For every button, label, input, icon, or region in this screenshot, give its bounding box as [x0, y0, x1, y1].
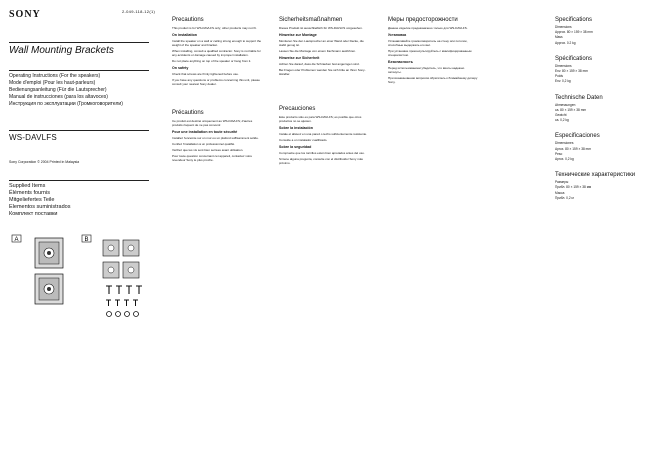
paragraph: Consulte a un instalador cualificado.: [279, 138, 328, 142]
language-es: Manual de instrucciones (para los altavoces): [9, 94, 108, 100]
supplied-items-fr: Éléments fournis: [9, 190, 50, 196]
paragraph: Dieses Produkt ist ausschließlich für WS-DAVLFS vorgesehen.: [279, 26, 363, 30]
supplied-items-heading: [9, 183, 149, 218]
spec-line: Прибл. 0,2 кг: [555, 195, 575, 200]
paragraph: Este producto sólo es para WS-DAVLFS; es posible que otros productos no se ajusten.: [279, 115, 362, 123]
screws-row-2: [106, 300, 138, 306]
bracket-bottom: [35, 274, 63, 304]
spec-line: Peso: [555, 151, 563, 156]
spec-title: Технические характеристики: [555, 172, 636, 179]
screws-row-1: [106, 286, 142, 294]
divider: [9, 42, 149, 43]
subheading: On safety: [172, 66, 189, 70]
copyright-notice: Sony Corporation © 2004 Printed in Malaysia: [9, 160, 80, 164]
supplied-items-illustration: [9, 232, 149, 337]
subheading: Sobre la seguridad: [279, 145, 312, 149]
paragraph: Check that screws are firmly tightened before use.: [172, 72, 239, 76]
paragraph: Перед использованием убедитесь, что винты надежно затянуты.: [388, 66, 465, 74]
spec-line: Approx. 80 × 159 × 38 mm: [555, 30, 593, 35]
spec-title: Specifications: [555, 17, 593, 23]
spec-line: Aprox. 0,2 kg: [555, 157, 574, 162]
language-fr: Mode d'emploi (Pour les haut-parleurs): [9, 80, 96, 86]
label-b: B: [84, 236, 89, 243]
divider: [9, 180, 149, 181]
paragraph: Данное изделие предназначено только для WS-DAVLFS.: [388, 26, 468, 30]
language-list: [9, 73, 149, 108]
divider: [9, 130, 149, 131]
spec-line: Poids: [555, 74, 563, 79]
spec-block-fr: [555, 56, 653, 84]
spec-line: Размеры: [555, 180, 569, 185]
spec-line: Dimensions: [555, 63, 572, 68]
paragraph: Install the speaker on a wall or ceiling strong enough to support the weight of the speaker and bracket.: [172, 39, 262, 47]
spec-block-ru: [555, 172, 653, 200]
paragraph: Lassen Sie die Montage von einem Fachmann ausführen.: [279, 49, 356, 53]
spec-line: Env. 80 × 159 × 38 mm: [555, 69, 588, 74]
plate-4: [123, 262, 139, 278]
paragraph: When installing, consult a qualified contractor. Sony is not liable for any accidents or damage caused by improper installation.: [172, 49, 261, 57]
bracket-top: [35, 238, 63, 268]
heading-mery: Меры предосторожности: [388, 17, 458, 23]
language-ru: Инструкция по эксплуатации (Громкоговорители): [9, 101, 123, 107]
plate-2: [123, 240, 139, 256]
spec-line: ca. 80 × 159 × 38 mm: [555, 107, 587, 112]
supplied-items-en: Supplied Items: [9, 183, 46, 189]
washers: [107, 312, 139, 317]
column-specifications: [555, 17, 653, 211]
spec-title: Especificaciones: [555, 133, 600, 140]
paragraph: Compruebe que los tornillos estén bien apretados antes del uso.: [279, 151, 365, 155]
supplied-items-de: Mitgeliefertes Teile: [9, 197, 55, 203]
spec-line: Env. 0,2 kg: [555, 79, 571, 84]
paragraph: Do not place anything on top of the speaker or hang from it.: [172, 59, 252, 63]
paragraph: При возникновении вопросов обратитесь к ближайшему дилеру Sony.: [388, 76, 478, 84]
language-de: Bedienungsanleitung (Für die Lautsprecher): [9, 87, 107, 93]
subheading: Hinweise zur Sicherheit: [279, 56, 320, 60]
document-code: 2-049-118-12(1): [122, 9, 156, 14]
heading-precautions: Precautions: [172, 17, 204, 23]
supplied-items-es: Elementos suministrados: [9, 204, 71, 210]
column-precautions-ru: [388, 17, 478, 86]
heading-precauciones: Precauciones: [279, 106, 316, 112]
spec-line: Aprox. 80 × 159 × 38 mm: [555, 146, 591, 151]
spec-line: Прибл. 80 × 159 × 38 мм: [555, 185, 592, 190]
spec-block-de: [555, 95, 653, 123]
supplied-items-ru: Комплект поставки: [9, 211, 58, 217]
spec-line: Approx. 0.2 kg: [555, 40, 576, 45]
subheading: Sobre la instalación: [279, 126, 313, 130]
spec-title: Spécifications: [555, 55, 593, 62]
plate-3: [103, 262, 119, 278]
spec-line: ca. 0,2 kg: [555, 118, 569, 123]
cover-title: Wall Mounting Brackets: [9, 45, 114, 56]
subheading: Установка: [388, 33, 407, 37]
spec-line: Dimensions: [555, 25, 572, 29]
column-precautions-en-fr: [172, 17, 262, 164]
paragraph: При установке проконсультируйтесь с квалифицированным специалистом.: [388, 49, 472, 57]
heading-precautions-fr: Précautions: [172, 110, 204, 116]
paragraph: Bei Fragen oder Problemen wenden Sie sich bitte an Ihren Sony-Händler.: [279, 68, 366, 76]
model-number: WS-DAVLFS: [9, 133, 57, 142]
subheading: On installation: [172, 33, 197, 37]
heading-sicherheit: Sicherheitsmaßnahmen: [279, 17, 343, 23]
subheading: Безопасность: [388, 60, 413, 64]
divider: [9, 70, 149, 71]
paragraph: Устанавливайте громкоговоритель на стену или потолок, способные выдержать его вес.: [388, 39, 468, 47]
sony-logo: SONY: [9, 9, 41, 20]
paragraph: If you have any questions or problems concerning this unit, please consult your nearest Sony dealer.: [172, 78, 260, 86]
label-a: A: [14, 236, 19, 243]
paragraph: Montieren Sie den Lautsprecher an einer Wand oder Decke, die stabil genug ist.: [279, 39, 364, 47]
spec-title: Technische Daten: [555, 94, 603, 101]
paragraph: Vérifiez que les vis sont bien serrées avant utilisation.: [172, 148, 244, 152]
subheading: Pour une installation en toute sécurité: [172, 130, 238, 134]
column-precautions-de-es: [279, 17, 369, 167]
spec-line: Dimensiones: [555, 141, 574, 146]
spec-line: Масса: [555, 190, 565, 195]
spec-line: Mass: [555, 35, 563, 40]
plate-1: [103, 240, 119, 256]
spec-block-en: [555, 17, 653, 45]
spec-line: Gewicht: [555, 113, 567, 118]
paragraph: Si tiene alguna pregunta, consulte con el distribuidor Sony más próximo.: [279, 157, 363, 165]
paragraph: Achten Sie darauf, dass die Schrauben fest angezogen sind.: [279, 62, 360, 66]
paragraph: This product is for WS-DAVLFS only; other products may not fit.: [172, 26, 257, 30]
language-en: Operating Instructions (For the speakers): [9, 73, 101, 79]
paragraph: Pour toute question concernant cet appareil, contactez votre revendeur Sony le plus proche.: [172, 154, 253, 162]
paragraph: Installez l'enceinte sur un mur ou un plafond suffisamment solide.: [172, 136, 259, 140]
spec-block-es: [555, 133, 653, 161]
spec-line: Abmessungen: [555, 102, 576, 107]
paragraph: Ce produit est destiné uniquement au WS-DAVLFS; d'autres produits risquent de ne pas convenir.: [172, 119, 253, 127]
subheading: Hinweise zur Montage: [279, 33, 317, 37]
paragraph: Instale el altavoz en una pared o techo suficientemente resistente.: [279, 132, 368, 136]
paragraph: Confiez l'installation à un professionnel qualifié.: [172, 142, 235, 146]
